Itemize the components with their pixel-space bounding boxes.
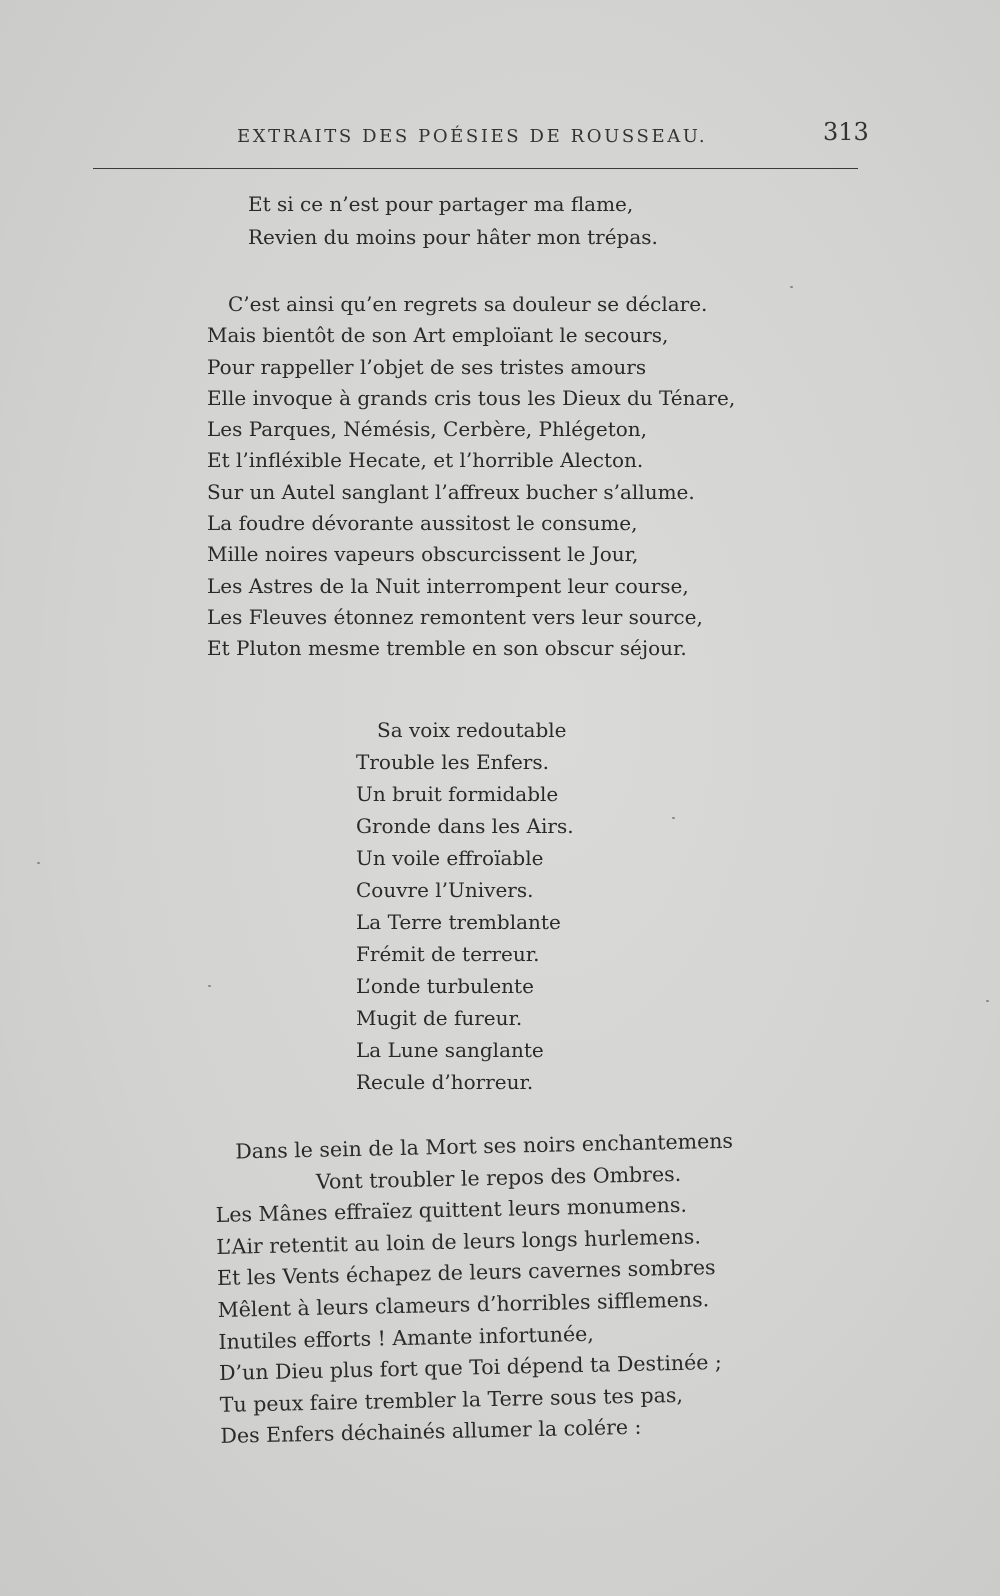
stanza-1: [248, 188, 658, 254]
paper-speck: [672, 817, 675, 819]
verse-line: C’est ainsi qu’en regrets sa douleur se déclare.: [228, 292, 708, 316]
verse-line: Pour rappeller l’objet de ses tristes amours: [207, 354, 647, 379]
verse-line: Inutiles efforts ! Amante infortunée,: [218, 1321, 594, 1354]
verse-line: Dans le sein de la Mort ses noirs enchantemens: [235, 1128, 734, 1164]
stanza-3: [356, 714, 574, 1098]
verse-line: Vont troubler le repos des Ombres.: [315, 1161, 682, 1194]
verse-line: Elle invoque à grands cris tous les Dieux du Ténare,: [207, 385, 736, 410]
verse-line: La foudre dévorante aussitost le consume,: [207, 511, 638, 536]
verse-line: La Lune sanglante: [356, 1038, 544, 1062]
verse-line: Des Enfers déchainés allumer la colére :: [220, 1415, 642, 1449]
verse-line: Un voile effroïable: [356, 846, 544, 870]
verse-line: Mille noires vapeurs obscurcissent le Jour,: [207, 542, 639, 567]
verse-line: Mugit de fureur.: [356, 1006, 523, 1030]
verse-line: Les Mânes effraïez quittent leurs monumens.: [215, 1192, 688, 1228]
paper-speck: [790, 286, 793, 288]
verse-line: Et les Vents échapez de leurs cavernes sombres: [216, 1255, 716, 1291]
verse-line: D’un Dieu plus fort que Toi dépend ta Destinée ;: [218, 1350, 722, 1386]
paper-speck: [208, 985, 211, 987]
verse-line: La Terre tremblante: [356, 910, 561, 934]
verse-line: Un bruit formidable: [356, 782, 559, 806]
verse-line: Et l’infléxible Hecate, et l’horrible Alecton.: [207, 448, 644, 473]
verse-line: Sur un Autel sanglant l’affreux bucher s’allume.: [207, 479, 695, 504]
verse-line: Frémit de terreur.: [356, 942, 540, 966]
verse-line: Et Pluton mesme tremble en son obscur séjour.: [207, 636, 687, 661]
verse-line: L’Air retentit au loin de leurs longs hurlemens.: [216, 1224, 702, 1259]
verse-line: Tu peux faire trembler la Terre sous tes pas,: [219, 1382, 684, 1417]
stanza-2: [207, 289, 735, 665]
verse-line: Couvre l’Univers.: [356, 878, 534, 902]
paper-speck: [37, 862, 40, 864]
verse-line: Revien du moins pour hâter mon trépas.: [248, 225, 658, 249]
verse-line: Mais bientôt de son Art emploïant le secours,: [207, 323, 669, 348]
verse-line: Recule d’horreur.: [356, 1070, 534, 1094]
verse-line: Gronde dans les Airs.: [356, 814, 574, 838]
verse-line: Trouble les Enfers.: [356, 750, 549, 774]
verse-line: Mêlent à leurs clameurs d’horribles sifflemens.: [217, 1287, 710, 1322]
header-rule: [93, 168, 858, 169]
stanza-4: [214, 1126, 739, 1453]
verse-line: Les Parques, Némésis, Cerbère, Phlégeton,: [207, 417, 648, 442]
page-number: 313: [823, 118, 869, 146]
verse-line: Les Fleuves étonnez remontent vers leur source,: [207, 604, 703, 629]
verse-line: Les Astres de la Nuit interrompent leur course,: [207, 573, 689, 598]
paper-speck: [986, 1000, 989, 1002]
verse-line: Et si ce n’est pour partager ma flame,: [248, 192, 634, 216]
verse-line: L’onde turbulente: [356, 974, 534, 998]
verse-line: Sa voix redoutable: [377, 718, 567, 742]
running-title: EXTRAITS DES POÉSIES DE ROUSSEAU.: [237, 126, 708, 147]
